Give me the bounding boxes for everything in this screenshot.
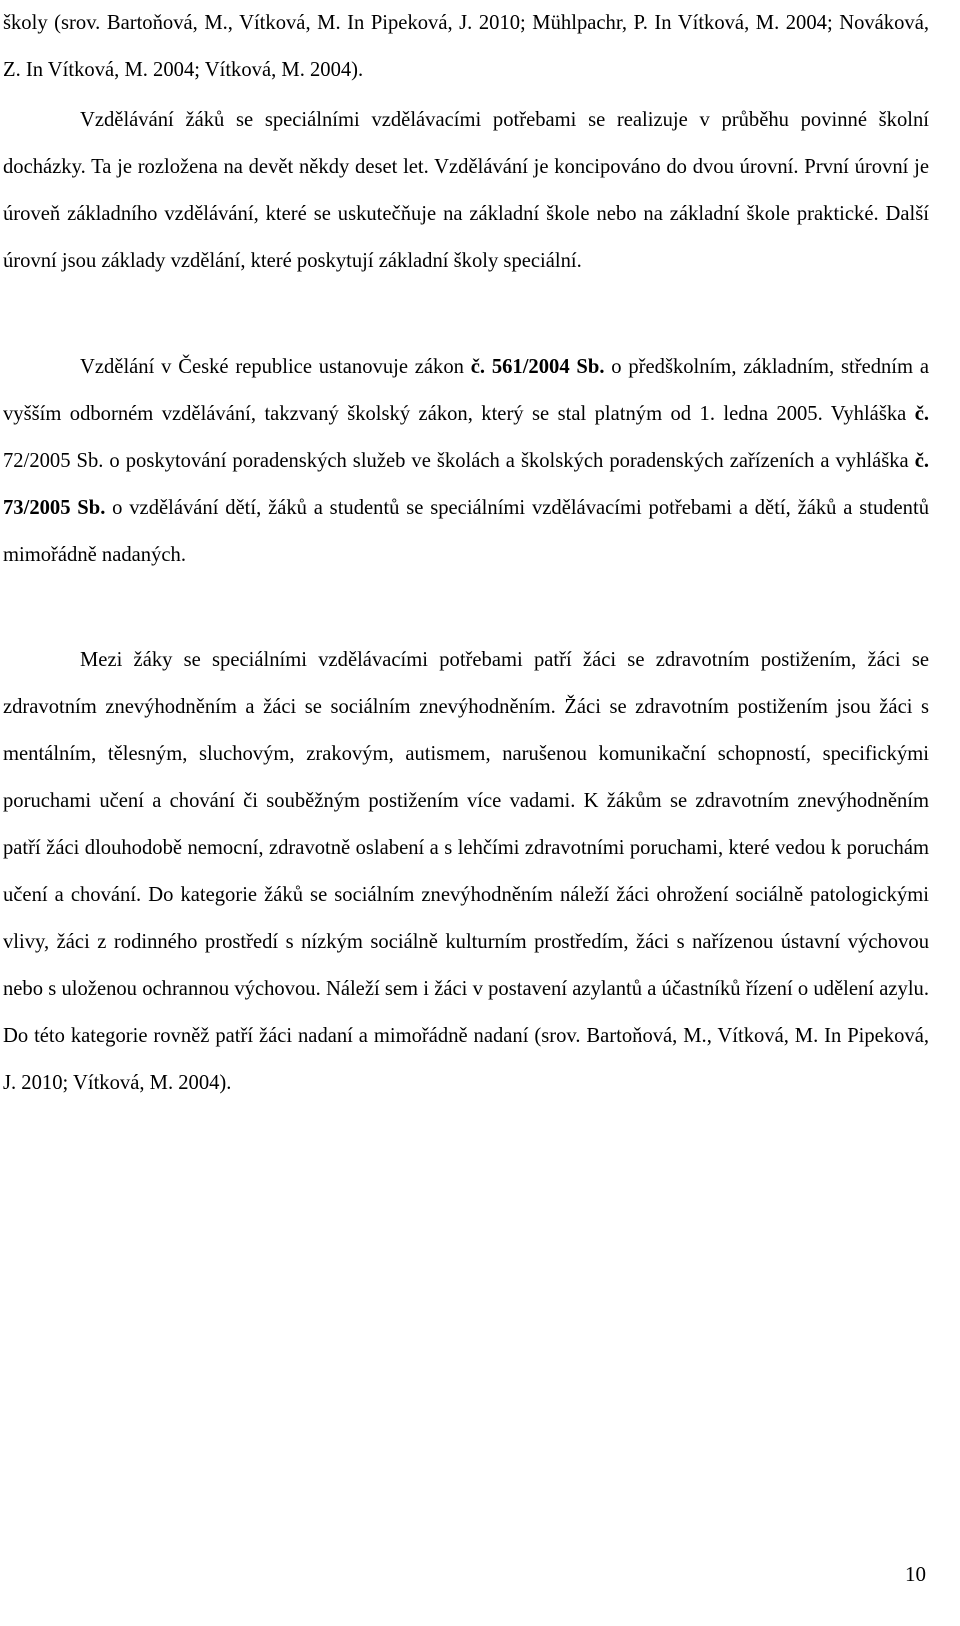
paragraph-legislation: [3, 344, 929, 579]
legislation-text-2: o předškolním, základním, středním a vyšším odborném vzdělávání, takzvaný školský zákon, který se stal platným od 1. ledna 2005. Vyhláška: [3, 356, 929, 425]
legislation-text-3: o poskytování poradenských služeb ve školách a školských poradenských zařízeních a vyhláška: [103, 450, 915, 472]
paragraph-citation-continuation: školy (srov. Bartoňová, M., Vítková, M. In Pipeková, J. 2010; Mühlpachr, P. In Vítková, M. 2004; Nováková, Z. In Vítková, M. 2004; Vítková, M. 2004).: [3, 12, 929, 81]
law-reference-72-2005-number: č.: [914, 403, 929, 425]
paragraph-special-needs-categories: Mezi žáky se speciálními vzdělávacími potřebami patří žáci se zdravotním postižením, žáci se zdravotním znevýhodněním a žáci se sociálním znevýhodněním. Žáci se zdravotním postižením jsou žáci s mentálním, tělesným, sluchovým, zrakovým, autismem, narušenou komunikační schopností, specifickými poruchami učení a chování či souběžným postižením více vadami. K žákům se zdravotním znevýhodněním patří žáci dlouhodobě nemocní, zdravotně oslabení a s lehčími zdravotními poruchami, které vedou k poruchám učení a chování. Do kategorie žáků se sociálním znevýhodněním náleží žáci ohrožení sociálně patologickými vlivy, žáci z rodinného prostředí s nízkým sociálně kulturním prostředím, žáci s nařízenou ústavní výchovou nebo s uloženou ochrannou výchovou. Náleží sem i žáci v postavení azylantů a účastníků řízení o udělení azylu. Do této kategorie rovněž patří žáci nadaní a mimořádně nadaní (srov. Bartoňová, M., Vítková, M. In Pipeková, J. 2010; Vítková, M. 2004).: [3, 649, 929, 1094]
legislation-text-1: Vzdělání v České republice ustanovuje zákon: [80, 356, 471, 378]
law-reference-73-2005: č. 73/2005 Sb.: [3, 450, 929, 519]
paragraph-education-levels: Vzdělávání žáků se speciálními vzdělávacími potřebami se realizuje v průběhu povinné školní docházky. Ta je rozložena na devět někdy deset let. Vzdělávání je koncipováno do dvou úrovní. První úrovní je úroveň základního vzdělávání, které se uskutečňuje na základní škole nebo na základní škole praktické. Další úrovní jsou základy vzdělání, které poskytují základní školy speciální.: [3, 109, 929, 272]
legislation-text-4: o vzdělávání dětí, žáků a studentů se speciálními vzdělávacími potřebami a dětí, žáků a studentů mimořádně nadaných.: [3, 497, 929, 566]
page-number: 10: [905, 1562, 926, 1586]
law-reference-72-2005-rest: 72/2005 Sb.: [3, 450, 104, 472]
law-reference-561-2004: č. 561/2004 Sb.: [470, 356, 605, 378]
